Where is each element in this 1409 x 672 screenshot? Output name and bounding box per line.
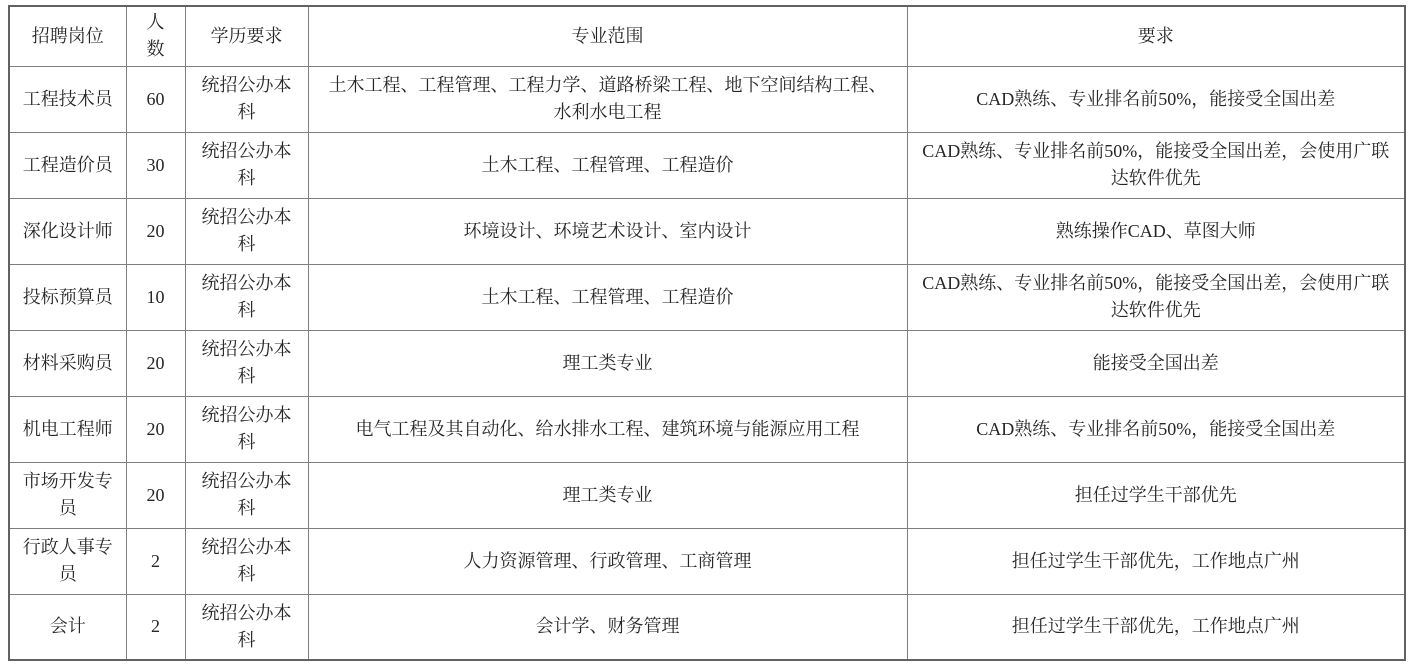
table-row xyxy=(9,264,1405,330)
cell-majors: 会计学、财务管理 xyxy=(308,594,907,660)
cell-position: 工程技术员 xyxy=(9,66,126,132)
cell-majors: 人力资源管理、行政管理、工商管理 xyxy=(308,528,907,594)
cell-position: 深化设计师 xyxy=(9,198,126,264)
header-row xyxy=(9,6,1405,66)
table-row xyxy=(9,132,1405,198)
cell-position: 行政人事专员 xyxy=(9,528,126,594)
cell-requirements: CAD熟练、专业排名前50%，能接受全国出差，会使用广联达软件优先 xyxy=(907,264,1405,330)
column-header-position: 招聘岗位 xyxy=(9,6,126,66)
cell-headcount: 2 xyxy=(126,528,185,594)
cell-requirements: CAD熟练、专业排名前50%，能接受全国出差 xyxy=(907,396,1405,462)
cell-majors: 环境设计、环境艺术设计、室内设计 xyxy=(308,198,907,264)
cell-headcount: 20 xyxy=(126,396,185,462)
cell-education: 统招公办本科 xyxy=(185,66,308,132)
cell-position: 工程造价员 xyxy=(9,132,126,198)
cell-education: 统招公办本科 xyxy=(185,264,308,330)
table-row xyxy=(9,594,1405,660)
cell-education: 统招公办本科 xyxy=(185,132,308,198)
cell-education: 统招公办本科 xyxy=(185,462,308,528)
cell-education: 统招公办本科 xyxy=(185,330,308,396)
cell-majors: 电气工程及其自动化、给水排水工程、建筑环境与能源应用工程 xyxy=(308,396,907,462)
cell-education: 统招公办本科 xyxy=(185,528,308,594)
cell-majors: 理工类专业 xyxy=(308,462,907,528)
cell-education: 统招公办本科 xyxy=(185,594,308,660)
table-row xyxy=(9,330,1405,396)
cell-requirements: CAD熟练、专业排名前50%，能接受全国出差 xyxy=(907,66,1405,132)
table-row xyxy=(9,66,1405,132)
cell-headcount: 2 xyxy=(126,594,185,660)
cell-headcount: 20 xyxy=(126,198,185,264)
cell-majors: 土木工程、工程管理、工程造价 xyxy=(308,132,907,198)
cell-majors: 土木工程、工程管理、工程力学、道路桥梁工程、地下空间结构工程、水利水电工程 xyxy=(308,66,907,132)
table-row xyxy=(9,396,1405,462)
cell-majors: 土木工程、工程管理、工程造价 xyxy=(308,264,907,330)
cell-education: 统招公办本科 xyxy=(185,198,308,264)
recruitment-table xyxy=(8,5,1406,661)
cell-position: 材料采购员 xyxy=(9,330,126,396)
table-row xyxy=(9,528,1405,594)
cell-headcount: 60 xyxy=(126,66,185,132)
column-header-education: 学历要求 xyxy=(185,6,308,66)
cell-position: 投标预算员 xyxy=(9,264,126,330)
table-row xyxy=(9,198,1405,264)
cell-requirements: 担任过学生干部优先 xyxy=(907,462,1405,528)
column-header-headcount: 人数 xyxy=(126,6,185,66)
table-row xyxy=(9,462,1405,528)
cell-headcount: 20 xyxy=(126,330,185,396)
column-header-requirements: 要求 xyxy=(907,6,1405,66)
cell-requirements: CAD熟练、专业排名前50%，能接受全国出差，会使用广联达软件优先 xyxy=(907,132,1405,198)
column-header-majors: 专业范围 xyxy=(308,6,907,66)
cell-position: 会计 xyxy=(9,594,126,660)
cell-requirements: 担任过学生干部优先，工作地点广州 xyxy=(907,594,1405,660)
cell-requirements: 担任过学生干部优先，工作地点广州 xyxy=(907,528,1405,594)
cell-position: 机电工程师 xyxy=(9,396,126,462)
cell-position: 市场开发专员 xyxy=(9,462,126,528)
cell-education: 统招公办本科 xyxy=(185,396,308,462)
cell-headcount: 10 xyxy=(126,264,185,330)
cell-headcount: 30 xyxy=(126,132,185,198)
cell-majors: 理工类专业 xyxy=(308,330,907,396)
cell-requirements: 熟练操作CAD、草图大师 xyxy=(907,198,1405,264)
cell-headcount: 20 xyxy=(126,462,185,528)
cell-requirements: 能接受全国出差 xyxy=(907,330,1405,396)
